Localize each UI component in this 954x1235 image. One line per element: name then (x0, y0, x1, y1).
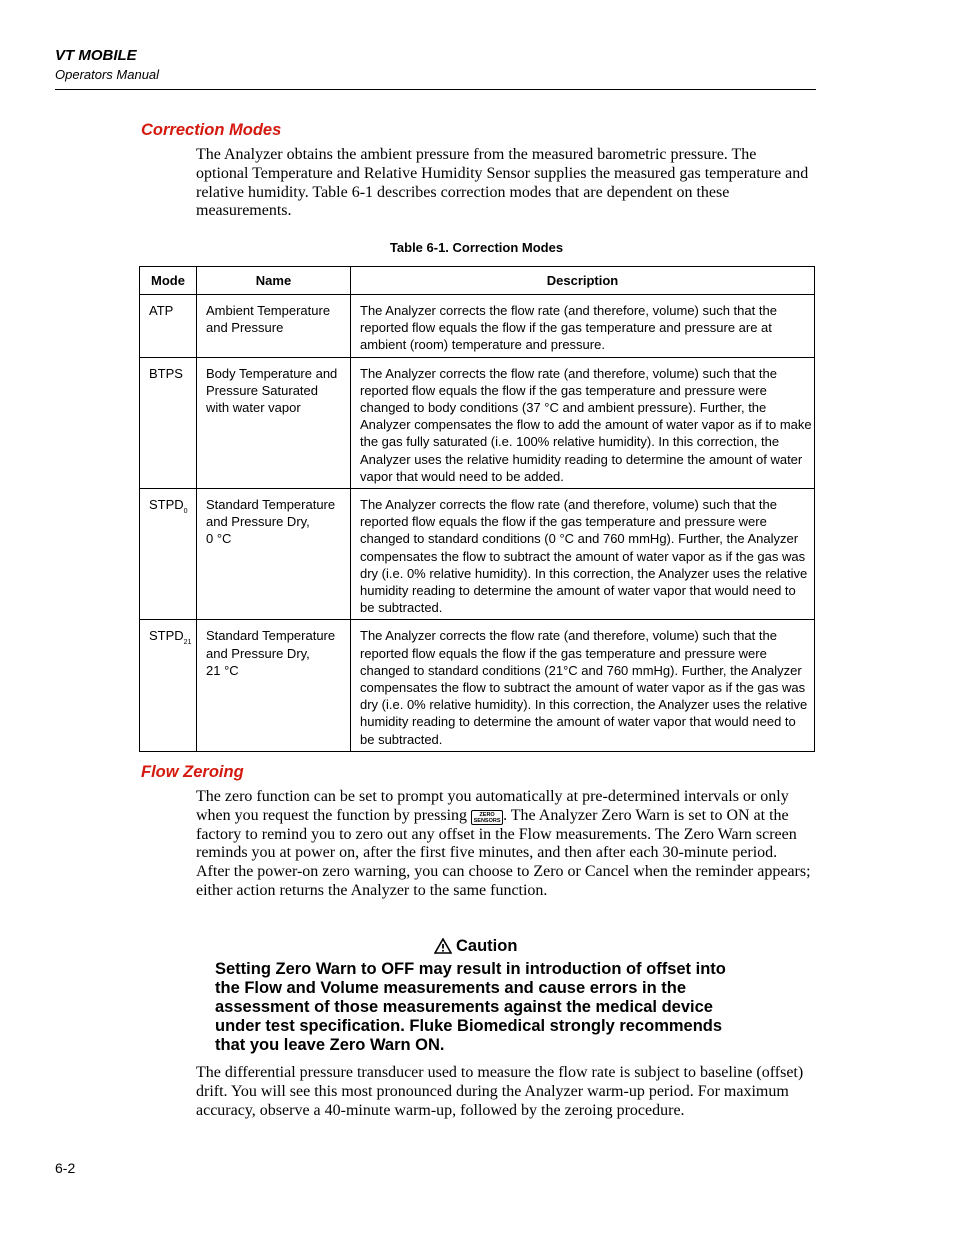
name-line: Standard Temperature (206, 628, 336, 644)
key-label-line: SENSORS (473, 817, 501, 824)
mode-text: STPD (149, 628, 184, 644)
mode-text: ATP (149, 303, 174, 318)
name-cell (197, 620, 351, 751)
column-header-description: Description (351, 267, 815, 295)
correction-modes-heading: Correction Modes (141, 121, 282, 139)
description-cell: The Analyzer corrects the flow rate (and therefore, volume) such that the reported flow equals the flow if the gas temperature and pressure were changed to body conditions (37 °C and ambient pressure). Further, the Analyzer compensates the flow to add the amount of water vapor as if to make the gas fully saturated (i.e. 100% relative humidity). In this correction, the Analyzer uses the relative humidity reading to determine the amount of water vapor that would need to be added. (351, 357, 815, 488)
table-row (140, 357, 815, 488)
header-divider (55, 89, 816, 90)
table-row (140, 620, 815, 751)
name-line: 0 °C (206, 531, 232, 547)
key-label-line: ZERO (479, 811, 495, 818)
para-text-after-key: . The Analyzer Zero Warn is set to ON at the factory to remind you to zero out any offset in the Flow measurements. The Zero Warn screen reminds you at power on, after the first five minutes, and then after each 30-minute period. After the power-on zero warning, you can choose to Zero or Cancel when the reminder appears; either action returns the Analyzer to the same function. (196, 806, 811, 899)
correction-modes-intro: The Analyzer obtains the ambient pressure from the measured barometric pressure. The optional Temperature and Relative Humidity Sensor supplies the measured gas temperature and relative humidity. Table 6-1 describes correction modes that are dependent on these measurements. (196, 146, 809, 220)
name-line: Body Temperature and (206, 365, 338, 381)
mode-subscript: 21 (183, 639, 192, 647)
column-header-mode: Mode (140, 267, 197, 295)
name-line: Pressure Saturated (206, 382, 319, 398)
name-line: Ambient Temperature (206, 303, 331, 318)
description-cell: The Analyzer corrects the flow rate (and therefore, volume) such that the reported flow equals the flow if the gas temperature and pressure were changed to standard conditions (0 °C and 760 mmHg). Further, the Analyzer compensates the flow to subtract the amount of water vapor as if the gas was dry (i.e. 0% relative humidity). In this correction, the Analyzer uses the relative humidity reading to determine the amount of water vapor that would need to be subtracted. (351, 489, 815, 620)
table-row (140, 489, 815, 620)
mode-text: BTPS (149, 365, 183, 381)
mode-subscript: 0 (183, 508, 188, 516)
warning-triangle-icon (434, 938, 452, 954)
description-cell: The Analyzer corrects the flow rate (and therefore, volume) such that the reported flow equals the flow if the gas temperature and pressure were changed to standard conditions (21°C and 760 mmHg). Further, the Analyzer compensates the flow to subtract the amount of water vapor as if the gas was dry (i.e. 0% relative humidity). In this correction, the Analyzer uses the relative humidity reading to determine the amount of water vapor that would need to be subtracted. (351, 620, 815, 751)
description-cell: The Analyzer corrects the flow rate (and therefore, volume) such that the reported flow equals the flow if the gas temperature and pressure are at ambient (room) temperature and pressure. (351, 295, 815, 358)
mode-cell (140, 489, 197, 620)
mode-cell (140, 357, 197, 488)
mode-text: STPD (149, 497, 184, 513)
header-title: VT MOBILE (55, 47, 137, 64)
para-text-before-key: The zero function can be set to prompt you automatically at pre-determined intervals or only when you request the function by pressing (196, 788, 789, 824)
table-caption: Table 6-1. Correction Modes (389, 240, 564, 255)
correction-modes-table (139, 266, 815, 752)
mode-cell (140, 295, 197, 358)
name-line: and Pressure (206, 320, 284, 336)
caution-text: Setting Zero Warn to OFF may result in introduction of offset into the Flow and Volume measurements and cause errors in the assessment of those measurements against the medical device under test specification. Fluke Biomedical strongly recommends that you leave Zero Warn ON. (215, 960, 726, 1054)
column-header-name: Name (197, 267, 351, 295)
name-cell (197, 295, 351, 358)
page-number: 6-2 (55, 1160, 76, 1176)
caution-title (434, 937, 517, 956)
table-row (140, 295, 815, 358)
header-subtitle: Operators Manual (55, 67, 160, 82)
name-line: 21 °C (206, 662, 239, 678)
flow-zeroing-para-2: The differential pressure transducer used to measure the flow rate is subject to baseline (offset) drift. You will see this most pronounced during the Analyzer warm-up period. For maximum accuracy, observe a 40-minute warm-up, followed by the zeroing procedure. (196, 1064, 804, 1119)
caution-title-text: Caution (456, 937, 518, 955)
name-line: and Pressure Dry, (206, 645, 310, 661)
name-cell (197, 489, 351, 620)
name-line: with water vapor (206, 400, 301, 416)
flow-zeroing-heading: Flow Zeroing (141, 763, 244, 781)
mode-cell (140, 620, 197, 751)
zero-sensors-key-icon (471, 810, 503, 825)
flow-zeroing-para-1 (196, 788, 811, 901)
table-header-row (140, 267, 815, 295)
name-line: and Pressure Dry, (206, 514, 310, 530)
name-cell (197, 357, 351, 488)
name-line: Standard Temperature (206, 497, 336, 513)
